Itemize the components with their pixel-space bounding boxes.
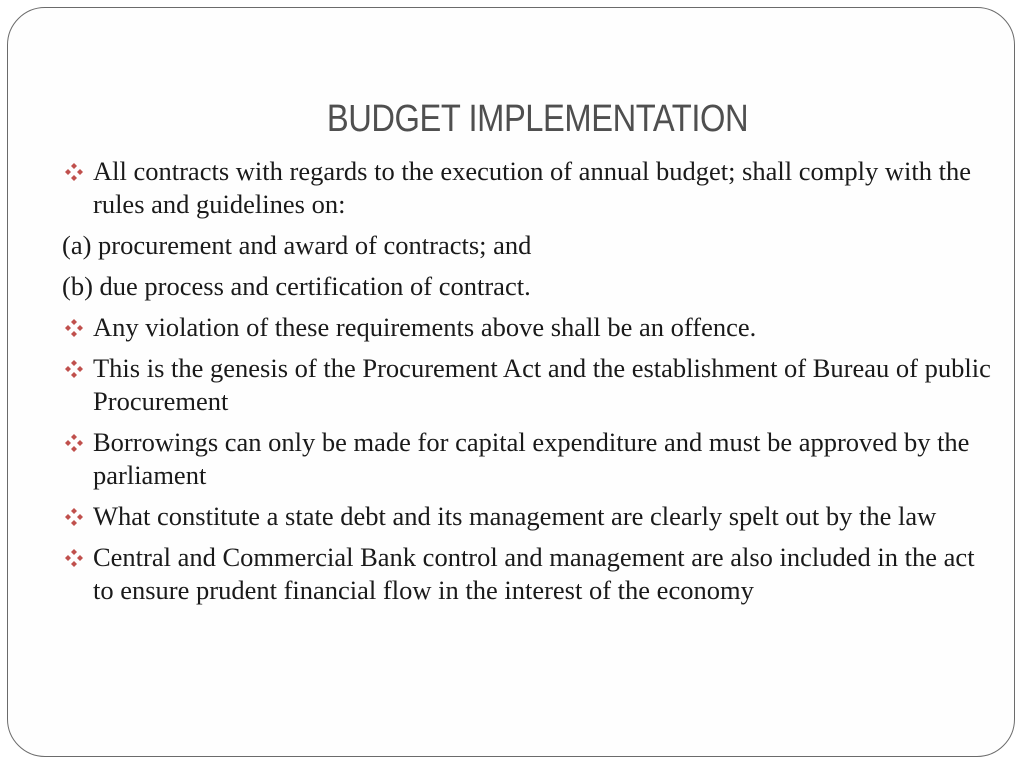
list-item (62, 541, 992, 607)
list-item (62, 500, 992, 533)
list-item-text: Any violation of these requirements above shall be an offence. (93, 312, 757, 342)
diamond-bullet-icon (63, 432, 85, 454)
list-item (62, 155, 992, 221)
diamond-bullet-icon (63, 547, 85, 569)
diamond-bullet-icon (63, 317, 85, 339)
slide-content (62, 155, 992, 615)
list-item-text: All contracts with regards to the execution of annual budget; shall comply with the rules and guidelines on: (93, 156, 971, 219)
list-item (62, 270, 992, 303)
list-item-text: (a) procurement and award of contracts; and (62, 230, 532, 260)
diamond-bullet-icon (63, 358, 85, 380)
list-item-text: (b) due process and certification of contract. (62, 271, 531, 301)
diamond-bullet-icon (63, 161, 85, 183)
slide-title: BUDGET IMPLEMENTATION (326, 98, 749, 140)
list-item (62, 311, 992, 344)
list-item (62, 229, 992, 262)
list-item (62, 426, 992, 492)
list-item (62, 352, 992, 418)
list-item-text: This is the genesis of the Procurement Act and the establishment of Bureau of public Procurement (93, 353, 991, 416)
diamond-bullet-icon (63, 506, 85, 528)
list-item-text: What constitute a state debt and its management are clearly spelt out by the law (93, 501, 937, 531)
list-item-text: Borrowings can only be made for capital expenditure and must be approved by the parliament (93, 427, 970, 490)
list-item-text: Central and Commercial Bank control and management are also included in the act to ensure prudent financial flow in the interest of the economy (93, 542, 975, 605)
